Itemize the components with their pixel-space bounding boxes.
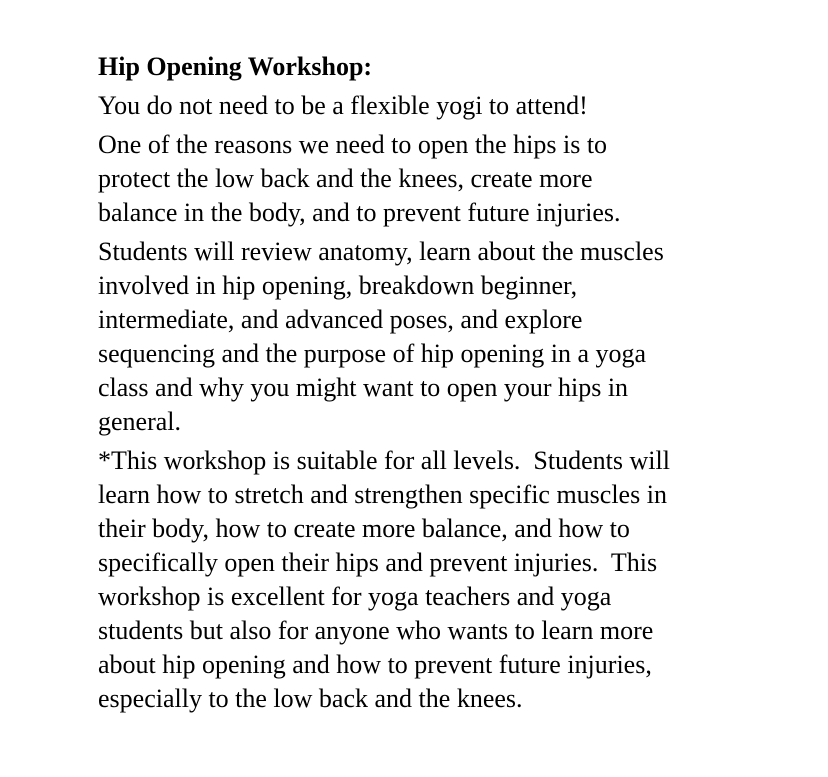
text-line: learn how to stretch and strengthen specific muscles in [98,480,667,509]
text-line: protect the low back and the knees, create more [98,164,593,193]
audience-note-paragraph [98,444,738,716]
text-line: students but also for anyone who wants to learn more [98,616,654,645]
text-line: general. [98,407,182,436]
text-line: especially to the low back and the knees. [98,684,523,713]
intro-paragraph [98,89,738,123]
text-line: their body, how to create more balance, and how to [98,514,630,543]
text-line: about hip opening and how to prevent future injuries, [98,650,652,679]
text-line: You do not need to be a flexible yogi to attend! [98,91,588,120]
text-line: intermediate, and advanced poses, and explore [98,305,583,334]
text-line: *This workshop is suitable for all levels. Students will [98,446,670,475]
text-line: One of the reasons we need to open the hips is to [98,130,608,159]
text-line: specifically open their hips and prevent injuries. This [98,548,658,577]
document-body [98,50,738,721]
reasons-paragraph [98,128,738,230]
text-line: balance in the body, and to prevent future injuries. [98,198,621,227]
text-line: workshop is excellent for yoga teachers and yoga [98,582,612,611]
workshop-title: Hip Opening Workshop: [98,52,373,81]
curriculum-paragraph [98,235,738,439]
text-line: class and why you might want to open your hips in [98,373,629,402]
text-line: sequencing and the purpose of hip opening in a yoga [98,339,647,368]
text-line: Students will review anatomy, learn about the muscles [98,237,664,266]
text-line: involved in hip opening, breakdown beginner, [98,271,578,300]
